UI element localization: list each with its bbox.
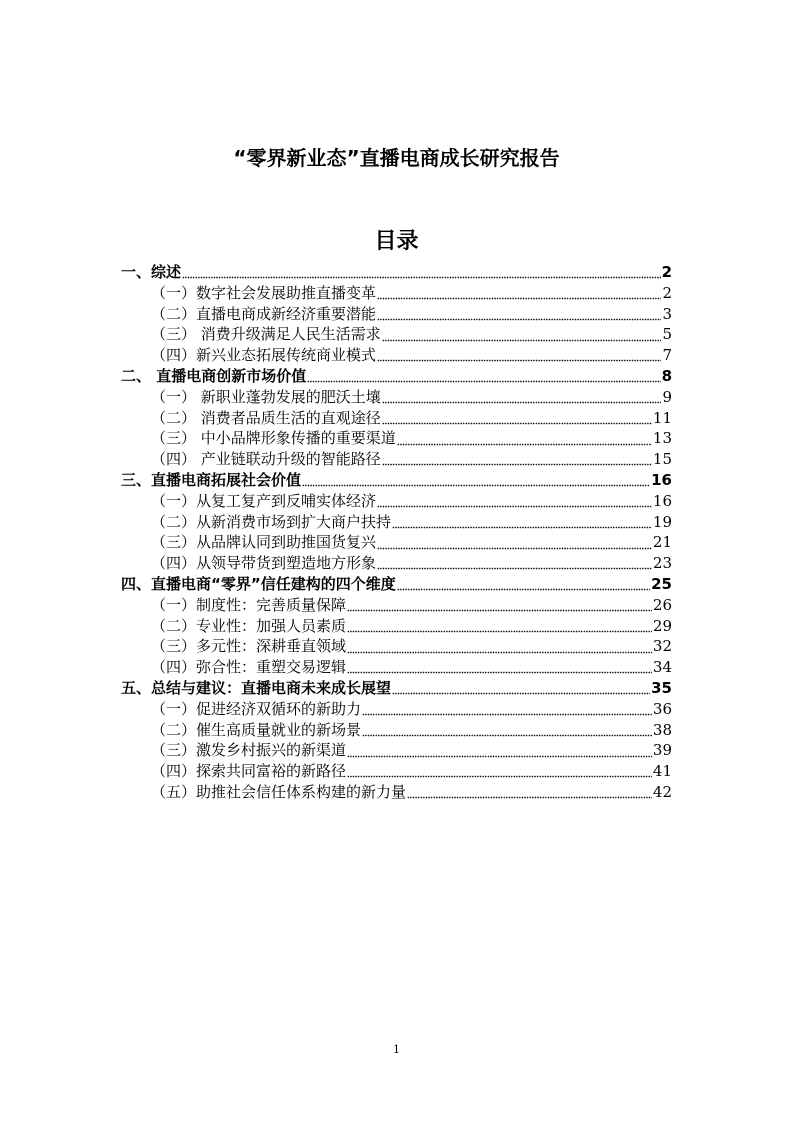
toc-entry-label: （四）新兴业态拓展传统商业模式	[151, 346, 377, 365]
toc-entry-page: 8	[661, 366, 672, 385]
toc-entry-page: 13	[652, 429, 672, 448]
toc-subsection-entry[interactable]	[121, 553, 672, 574]
toc-entry-label: （一） 新职业蓬勃发展的肥沃土壤	[151, 387, 381, 406]
dot-leader	[397, 428, 652, 449]
dot-leader	[347, 595, 652, 616]
toc-entry-label: （二） 消费者品质生活的直观途径	[151, 408, 381, 427]
toc-subsection-entry[interactable]	[121, 512, 672, 533]
toc-entry-label: （一）数字社会发展助推直播变革	[151, 283, 377, 302]
dot-leader	[377, 345, 661, 366]
dot-leader	[182, 262, 661, 283]
dot-leader	[347, 761, 652, 782]
toc-entry-label: （二）从新消费市场到扩大商户扶持	[151, 512, 392, 531]
dot-leader	[347, 740, 652, 761]
toc-entry-label: 二、 直播电商创新市场价值	[121, 366, 307, 385]
toc-entry-page: 21	[652, 533, 672, 552]
toc-entry-label: （三） 中小品牌形象传播的重要渠道	[151, 429, 396, 448]
toc-entry-page: 3	[662, 304, 672, 323]
toc-entry-page: 15	[652, 450, 672, 469]
toc-entry-page: 26	[652, 595, 672, 614]
toc-entry-page: 16	[651, 470, 672, 489]
toc-entry-label: 三、直播电商拓展社会价值	[121, 470, 302, 489]
dot-leader	[377, 553, 652, 574]
toc-entry-page: 25	[651, 574, 672, 593]
toc-subsection-entry[interactable]	[121, 324, 672, 345]
toc-subsection-entry[interactable]	[121, 532, 672, 553]
dot-leader	[382, 408, 652, 429]
toc-entry-page: 35	[651, 678, 672, 697]
document-title: “零界新业态”直播电商成长研究报告	[233, 146, 560, 170]
toc-entry-page: 2	[661, 263, 672, 281]
dot-leader	[377, 283, 661, 304]
dot-leader	[362, 720, 652, 741]
dot-leader	[397, 574, 650, 595]
toc-entry-label: （三）激发乡村振兴的新渠道	[151, 741, 347, 760]
toc-heading: 目录	[374, 229, 419, 254]
toc-entry-label: （三） 消费升级满足人民生活需求	[151, 325, 381, 344]
toc-entry-page: 9	[662, 387, 672, 406]
toc-subsection-entry[interactable]	[121, 428, 672, 449]
toc-entry-label: （五）助推社会信任体系构建的新力量	[151, 782, 407, 801]
toc-subsection-entry[interactable]	[121, 740, 672, 761]
toc-subsection-entry[interactable]	[121, 636, 672, 657]
toc-subsection-entry[interactable]	[121, 408, 672, 429]
toc-entry-label: （一）从复工复产到反哺实体经济	[151, 491, 377, 510]
dot-leader	[382, 387, 662, 408]
dot-leader	[307, 366, 660, 387]
toc-entry-label: （一）制度性：完善质量保障	[151, 595, 347, 614]
toc-chapter-entry[interactable]	[121, 678, 672, 699]
toc-entry-page: 16	[652, 491, 672, 510]
toc-subsection-entry[interactable]	[121, 657, 672, 678]
toc-entry-label: 一、综述	[121, 263, 182, 281]
toc-entry-label: （三）多元性：深耕垂直领域	[151, 637, 347, 656]
dot-leader	[392, 512, 652, 533]
dot-leader	[382, 449, 652, 470]
dot-leader	[347, 616, 652, 637]
dot-leader	[407, 782, 652, 803]
toc-entry-label: （四）探索共同富裕的新路径	[151, 762, 347, 781]
toc-subsection-entry[interactable]	[121, 616, 672, 637]
toc-entry-page: 42	[652, 782, 672, 801]
toc-entry-label: （一）促进经济双循环的新助力	[151, 699, 362, 718]
toc-entry-label: （四）弥合性：重塑交易逻辑	[151, 658, 347, 677]
dot-leader	[347, 657, 652, 678]
toc-subsection-entry[interactable]	[121, 595, 672, 616]
toc-subsection-entry[interactable]	[121, 699, 672, 720]
toc-entry-label: （三）从品牌认同到助推国货复兴	[151, 533, 377, 552]
toc-entry-page: 2	[662, 283, 672, 302]
toc-subsection-entry[interactable]	[121, 720, 672, 741]
toc-subsection-entry[interactable]	[121, 491, 672, 512]
toc-entry-label: （二）催生高质量就业的新场景	[151, 720, 362, 739]
dot-leader	[377, 491, 652, 512]
toc-subsection-entry[interactable]	[121, 782, 672, 803]
dot-leader	[302, 470, 650, 491]
toc-entry-page: 19	[652, 512, 672, 531]
toc-entry-page: 34	[652, 658, 672, 677]
toc-entry-label: （二）直播电商成新经济重要潜能	[151, 304, 377, 323]
toc-entry-page: 41	[652, 762, 672, 781]
dot-leader	[392, 678, 650, 699]
toc-subsection-entry[interactable]	[121, 387, 672, 408]
toc-entry-page: 23	[652, 554, 672, 573]
toc-subsection-entry[interactable]	[121, 449, 672, 470]
toc-chapter-entry[interactable]	[121, 470, 672, 491]
toc-subsection-entry[interactable]	[121, 761, 672, 782]
toc-chapter-entry[interactable]	[121, 366, 672, 387]
page-number: 1	[393, 1043, 400, 1056]
toc-entry-label: （四） 产业链联动升级的智能路径	[151, 450, 381, 469]
toc-entry-page: 7	[662, 346, 672, 365]
toc-entry-page: 36	[652, 699, 672, 718]
dot-leader	[377, 532, 652, 553]
toc-entry-label: （四）从领导带货到塑造地方形象	[151, 554, 377, 573]
toc-entry-page: 38	[652, 720, 672, 739]
toc-entry-page: 39	[652, 741, 672, 760]
toc-entry-page: 32	[652, 637, 672, 656]
toc-entry-label: 四、直播电商“零界”信任建构的四个维度	[121, 574, 396, 593]
toc-subsection-entry[interactable]	[121, 304, 672, 325]
toc-entry-page: 5	[662, 325, 672, 344]
toc-chapter-entry[interactable]	[121, 262, 672, 283]
toc-entry-label: 五、总结与建议：直播电商未来成长展望	[121, 678, 392, 697]
dot-leader	[347, 636, 652, 657]
toc-entry-page: 11	[652, 408, 672, 427]
dot-leader	[377, 304, 661, 325]
dot-leader	[382, 324, 662, 345]
toc-chapter-entry[interactable]	[121, 574, 672, 595]
table-of-contents	[121, 262, 672, 803]
dot-leader	[362, 699, 652, 720]
toc-subsection-entry[interactable]	[121, 345, 672, 366]
toc-entry-page: 29	[652, 616, 672, 635]
toc-entry-label: （二）专业性：加强人员素质	[151, 616, 347, 635]
toc-subsection-entry[interactable]	[121, 283, 672, 304]
